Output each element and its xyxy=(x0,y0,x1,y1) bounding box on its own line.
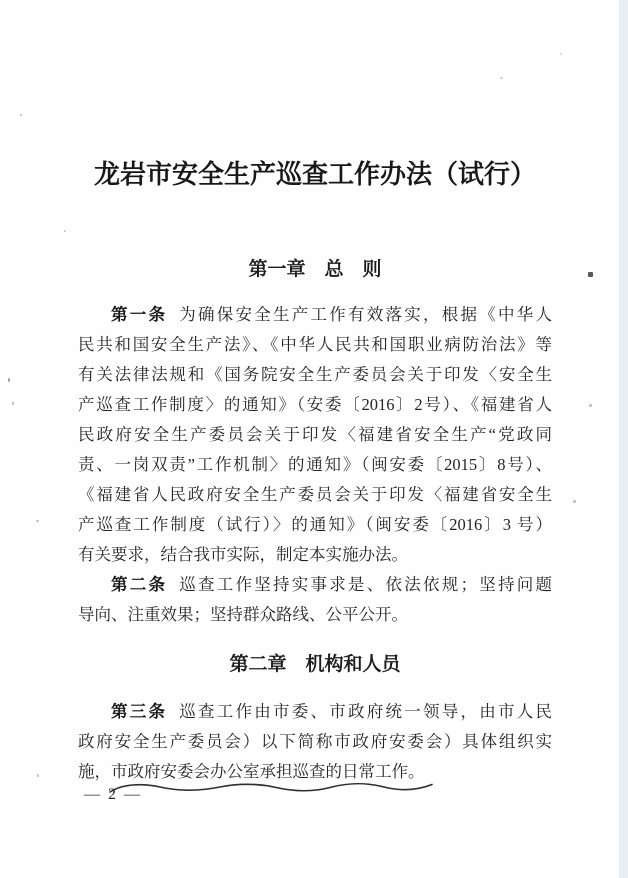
article-3-paragraph xyxy=(78,697,552,787)
document-line: 责、一岗双责”工作机制〉的通知》（闽安委〔2015〕8号）、 xyxy=(78,455,552,474)
scan-speck xyxy=(500,77,503,79)
article-2-line-text: 巡查工作坚持实事求是、依法依规；坚持问题 xyxy=(179,575,552,594)
document-line: 有关法律法规和《国务院安全生产委员会关于印发〈安全生 xyxy=(78,365,552,384)
article-1-line-text: 为确保安全生产工作有效落实，根据《中华人 xyxy=(179,305,552,324)
page-number: — 2 — xyxy=(84,786,142,803)
article-3-label: 第三条 xyxy=(111,703,168,721)
article-1-paragraph xyxy=(78,300,552,570)
scan-speck xyxy=(588,272,593,277)
scan-speck xyxy=(8,378,10,382)
scan-speck xyxy=(12,402,14,405)
article-2-paragraph xyxy=(78,570,552,630)
article-1-label: 第一条 xyxy=(111,306,168,324)
document-line: 产巡查工作制度（试行）〉的通知》（闽安委〔2016〕3 号） xyxy=(78,515,552,534)
chapter-1-heading: 第一章 总 则 xyxy=(248,259,382,280)
scan-speck xyxy=(36,520,39,522)
document-line xyxy=(78,697,552,727)
scan-speck xyxy=(560,53,562,55)
scan-speck xyxy=(37,774,39,777)
document-line: 产巡查工作制度〉的通知》（安委〔2016〕2号）、《福建省人 xyxy=(78,395,552,414)
document-line: 有关要求，结合我市实际，制定本实施办法。 xyxy=(78,545,408,564)
article-3-line-text: 巡查工作由市委、市政府统一领导，由市人民 xyxy=(179,702,552,721)
document-line: 民共和国安全生产法》、《中华人民共和国职业病防治法》等 xyxy=(78,335,552,354)
scan-speck xyxy=(573,500,576,503)
scan-speck xyxy=(148,175,151,177)
document-line xyxy=(78,570,552,600)
chapter-2-heading: 第二章 机构和人员 xyxy=(229,654,401,675)
scan-speck xyxy=(20,114,22,116)
document-line xyxy=(78,300,552,330)
document-line: 施，市政府安委会办公室承担巡查的日常工作。 xyxy=(78,762,425,781)
document-line: 政府安全生产委员会）以下简称市政府安委会）具体组织实 xyxy=(78,732,552,751)
scan-speck xyxy=(589,404,592,407)
scan-speck xyxy=(64,230,66,232)
document-line: 《福建省人民政府安全生产委员会关于印发〈福建省安全生 xyxy=(78,485,552,504)
article-2-label: 第二条 xyxy=(111,576,168,594)
scan-edge-strip xyxy=(619,0,628,878)
document-line: 民政府安全生产委员会关于印发〈福建省安全生产“党政同 xyxy=(78,425,552,444)
document-line: 导向、注重效果；坚持群众路线、公平公开。 xyxy=(78,605,408,624)
document-title: 龙岩市安全生产巡查工作办法（试行） xyxy=(93,160,536,189)
